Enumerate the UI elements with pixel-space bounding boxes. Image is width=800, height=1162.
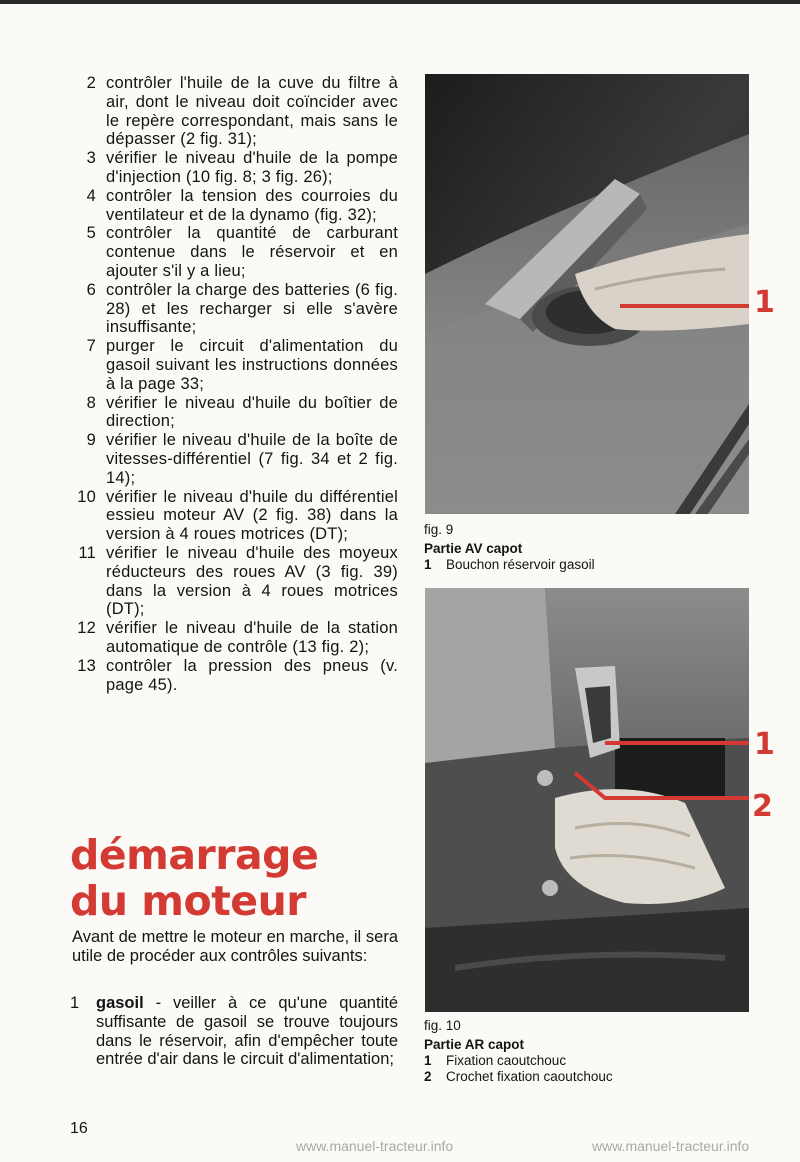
list-item xyxy=(62,337,398,393)
item-number: 5 xyxy=(86,224,96,243)
item-number: 2 xyxy=(86,74,96,92)
list-item xyxy=(62,994,398,1069)
item-number: 10 xyxy=(77,487,96,506)
legend-label: Bouchon réservoir gasoil xyxy=(446,557,595,572)
checklist xyxy=(62,74,398,694)
item-text xyxy=(96,994,398,1069)
list-item xyxy=(62,281,398,337)
item-text: contrôler l'huile de la cuve du filtre à air, dont le niveau doit coïncider avec le repère correspondant, mais sans le dépasser (2 fig. 31); xyxy=(106,74,398,149)
fig10-photo xyxy=(425,588,749,1012)
list-item xyxy=(62,74,398,149)
list-item xyxy=(62,488,398,544)
list-item xyxy=(62,149,398,187)
start-checklist xyxy=(62,994,398,1069)
item-number: 6 xyxy=(86,280,96,299)
fig9-title: Partie AV capot xyxy=(424,541,523,556)
item-number: 11 xyxy=(78,543,96,562)
fig10-legend-item xyxy=(424,1069,613,1085)
item-term: gasoil xyxy=(96,994,144,1012)
item-number: 4 xyxy=(86,186,96,205)
section-title-line-1: démarrage xyxy=(70,831,319,879)
legend-label: Crochet fixation caoutchouc xyxy=(446,1069,613,1084)
item-text: vérifier le niveau d'huile de la boîte de vitesses-différentiel (7 fig. 34 et 2 fig. 14); xyxy=(106,431,398,487)
footer-watermark-left: www.manuel-tracteur.info xyxy=(296,1138,454,1154)
fig10-title: Partie AR capot xyxy=(424,1037,525,1052)
page-number: 16 xyxy=(70,1120,88,1137)
item-text: vérifier le niveau d'huile du différentiel essieu moteur AV (2 fig. 38) dans la version à 4 roues motrices (DT); xyxy=(106,487,398,544)
list-item xyxy=(62,394,398,432)
fig9-photo xyxy=(425,74,749,514)
list-item xyxy=(62,619,398,657)
item-text: contrôler la charge des batteries (6 fig. 28) et les recharger si elle s'avère insuffisante; xyxy=(106,280,398,337)
item-text: purger le circuit d'alimentation du gasoil suivant les instructions données à la page 33; xyxy=(106,337,398,393)
fig10-caption xyxy=(424,1018,613,1085)
item-number: 7 xyxy=(86,337,96,356)
legend-num: 1 xyxy=(424,557,432,572)
section-intro: Avant de mettre le moteur en marche, il sera utile de procéder aux contrôles suivants: xyxy=(72,928,398,965)
section-title xyxy=(70,832,318,924)
item-text: contrôler la tension des courroies du ventilateur et de la dynamo (fig. 32); xyxy=(106,186,398,224)
legend-label: Fixation caoutchouc xyxy=(446,1053,567,1068)
item-number: 12 xyxy=(77,619,96,638)
item-description: - veiller à ce qu'une quantité suffisante de gasoil se trouve toujours dans le réservoir, afin d'empêcher toute entrée d'air dans le circuit d'alimentation; xyxy=(96,994,398,1069)
item-text: vérifier le niveau d'huile de la pompe d'injection (10 fig. 8; 3 fig. 26); xyxy=(106,149,398,186)
item-text: vérifier le niveau d'huile des moyeux réducteurs des roues AV (3 fig. 39) dans la version à 4 roues motrices (DT); xyxy=(106,543,398,619)
fig10-illustration xyxy=(425,588,749,1012)
fig10-legend-item xyxy=(424,1053,613,1069)
legend-num: 2 xyxy=(424,1069,432,1084)
fig10-callout-1: 1 xyxy=(754,727,775,762)
list-item xyxy=(62,544,398,619)
fig9-legend-item xyxy=(424,557,595,573)
list-item xyxy=(62,431,398,487)
item-number: 3 xyxy=(86,149,96,168)
fig9-callout-1: 1 xyxy=(754,285,775,320)
section-title-line-2: du moteur xyxy=(70,877,307,925)
fig9-caption xyxy=(424,522,595,573)
fig9-number: fig. 9 xyxy=(424,522,454,537)
item-number: 8 xyxy=(86,393,96,412)
item-text: contrôler la pression des pneus (v. page 45). xyxy=(106,656,398,694)
item-text: vérifier le niveau d'huile du boîtier de direction; xyxy=(106,393,398,431)
legend-num: 1 xyxy=(424,1053,432,1068)
item-number: 9 xyxy=(86,431,96,450)
item-number: 1 xyxy=(70,994,80,1012)
item-number: 13 xyxy=(77,656,96,675)
list-item xyxy=(62,657,398,695)
item-text: vérifier le niveau d'huile de la station automatique de contrôle (13 fig. 2); xyxy=(106,619,398,656)
list-item xyxy=(62,224,398,280)
fig9-illustration xyxy=(425,74,749,514)
fig10-number: fig. 10 xyxy=(424,1018,461,1033)
fig10-callout-2: 2 xyxy=(752,789,773,824)
list-item xyxy=(62,187,398,225)
item-text: contrôler la quantité de carburant contenue dans le réservoir et en ajouter s'il y a lieu; xyxy=(106,224,398,280)
top-rule xyxy=(0,0,800,4)
footer-watermark-right: www.manuel-tracteur.info xyxy=(592,1138,750,1154)
